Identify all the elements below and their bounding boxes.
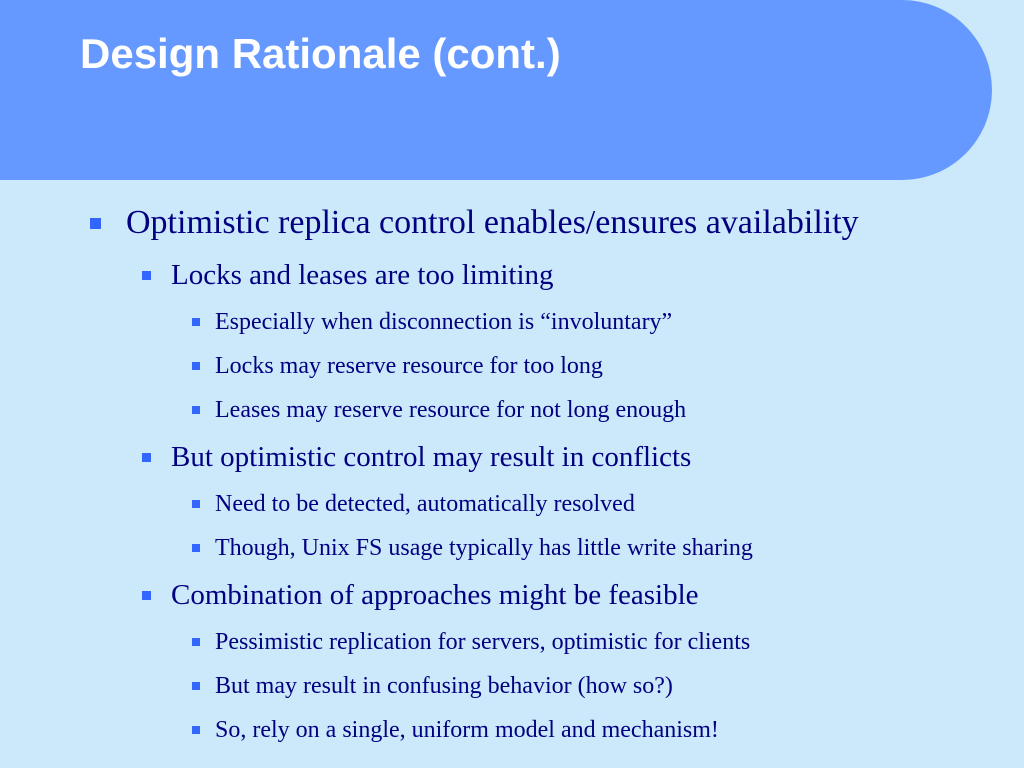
bullet-text: Though, Unix FS usage typically has little write sharing bbox=[215, 534, 753, 561]
bullet-text: Pessimistic replication for servers, optimistic for clients bbox=[215, 628, 751, 655]
square-bullet-icon bbox=[142, 453, 151, 462]
bullet-text: Locks may reserve resource for too long bbox=[215, 352, 603, 379]
square-bullet-icon bbox=[192, 500, 200, 508]
slide-title: Design Rationale (cont.) bbox=[80, 30, 561, 77]
bullet-level2 bbox=[142, 437, 691, 477]
square-bullet-icon bbox=[142, 271, 151, 280]
bullet-level3 bbox=[192, 532, 753, 564]
bullet-text: But may result in confusing behavior (how so?) bbox=[215, 672, 673, 699]
bullet-text: So, rely on a single, uniform model and mechanism! bbox=[215, 716, 719, 743]
bullet-text: Especially when disconnection is “involuntary” bbox=[215, 308, 673, 335]
square-bullet-icon bbox=[192, 726, 200, 734]
square-bullet-icon bbox=[192, 362, 200, 370]
bullet-text: Need to be detected, automatically resolved bbox=[215, 490, 635, 517]
bullet-level3 bbox=[192, 670, 673, 702]
bullet-text: Combination of approaches might be feasible bbox=[171, 578, 699, 611]
bullet-text: Locks and leases are too limiting bbox=[171, 258, 554, 291]
square-bullet-icon bbox=[142, 591, 151, 600]
square-bullet-icon bbox=[192, 682, 200, 690]
bullet-level2 bbox=[142, 255, 554, 295]
square-bullet-icon bbox=[90, 218, 101, 229]
square-bullet-icon bbox=[192, 318, 200, 326]
bullet-text: Optimistic replica control enables/ensures availability bbox=[126, 204, 859, 241]
bullet-level3 bbox=[192, 488, 635, 520]
bullet-level3 bbox=[192, 306, 672, 338]
bullet-text: But optimistic control may result in conflicts bbox=[171, 440, 692, 473]
bullet-level3 bbox=[192, 714, 719, 746]
bullet-text: Leases may reserve resource for not long enough bbox=[215, 396, 687, 423]
bullet-level3 bbox=[192, 350, 603, 382]
square-bullet-icon bbox=[192, 638, 200, 646]
square-bullet-icon bbox=[192, 406, 200, 414]
bullet-level3 bbox=[192, 394, 686, 426]
bullet-level1 bbox=[90, 201, 859, 245]
bullet-level3 bbox=[192, 626, 750, 658]
bullet-level2 bbox=[142, 575, 699, 615]
square-bullet-icon bbox=[192, 544, 200, 552]
